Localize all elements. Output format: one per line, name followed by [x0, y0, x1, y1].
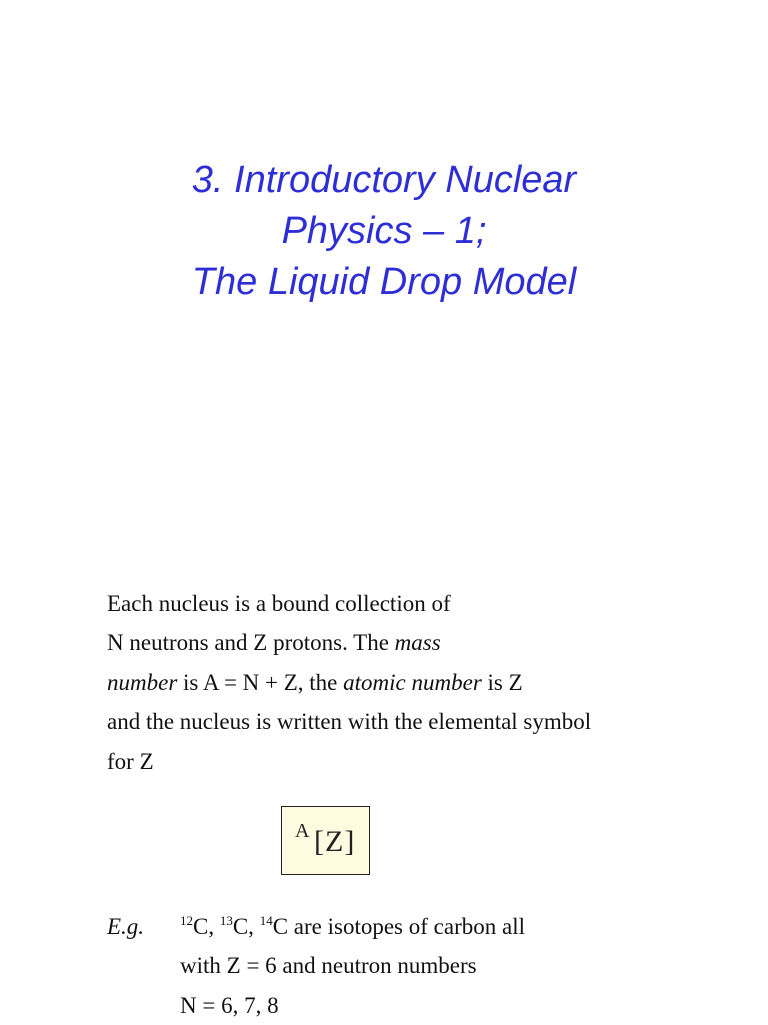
title-line-1: 3. Introductory Nuclear	[191, 159, 577, 201]
body-paragraph	[107, 584, 727, 781]
term-number: number	[107, 669, 178, 695]
term-atomic-number: atomic number	[343, 669, 482, 695]
isotope-2-mass: 13	[219, 913, 233, 928]
title-line-2: Physics – 1;	[281, 210, 487, 252]
example-lines	[180, 907, 525, 1025]
slide-title	[0, 155, 768, 308]
title-line-3: The Liquid Drop Model	[191, 261, 577, 303]
para-line-5: for Z	[107, 748, 154, 774]
example-line-1	[180, 907, 525, 946]
isotope-1-symbol: C,	[193, 914, 220, 939]
example-line-2: with Z = 6 and neutron numbers	[180, 953, 477, 979]
isotope-3-mass: 14	[259, 913, 273, 928]
para-line-2	[107, 623, 727, 662]
example-line-3: N = 6, 7, 8	[180, 992, 279, 1018]
element-symbol: [Z]	[314, 825, 356, 858]
example-label: E.g.	[107, 914, 145, 939]
mass-number-superscript: A	[295, 820, 310, 842]
para-line-3-text-a: is A = N + Z, the	[177, 669, 344, 695]
para-line-3-text-b: is Z	[481, 669, 523, 695]
para-line-4: and the nucleus is written with the elemental symbol	[107, 709, 592, 735]
nuclide-notation-box	[281, 806, 370, 875]
isotope-1-mass: 12	[180, 913, 193, 928]
para-line-2-text: N neutrons and Z protons. The	[107, 630, 395, 656]
term-mass: mass	[394, 630, 441, 656]
para-line-3	[107, 663, 727, 702]
isotope-2-symbol: C,	[232, 914, 260, 939]
isotope-3-symbol: C are isotopes of carbon all	[272, 914, 525, 939]
para-line-1: Each nucleus is a bound collection of	[107, 591, 451, 616]
